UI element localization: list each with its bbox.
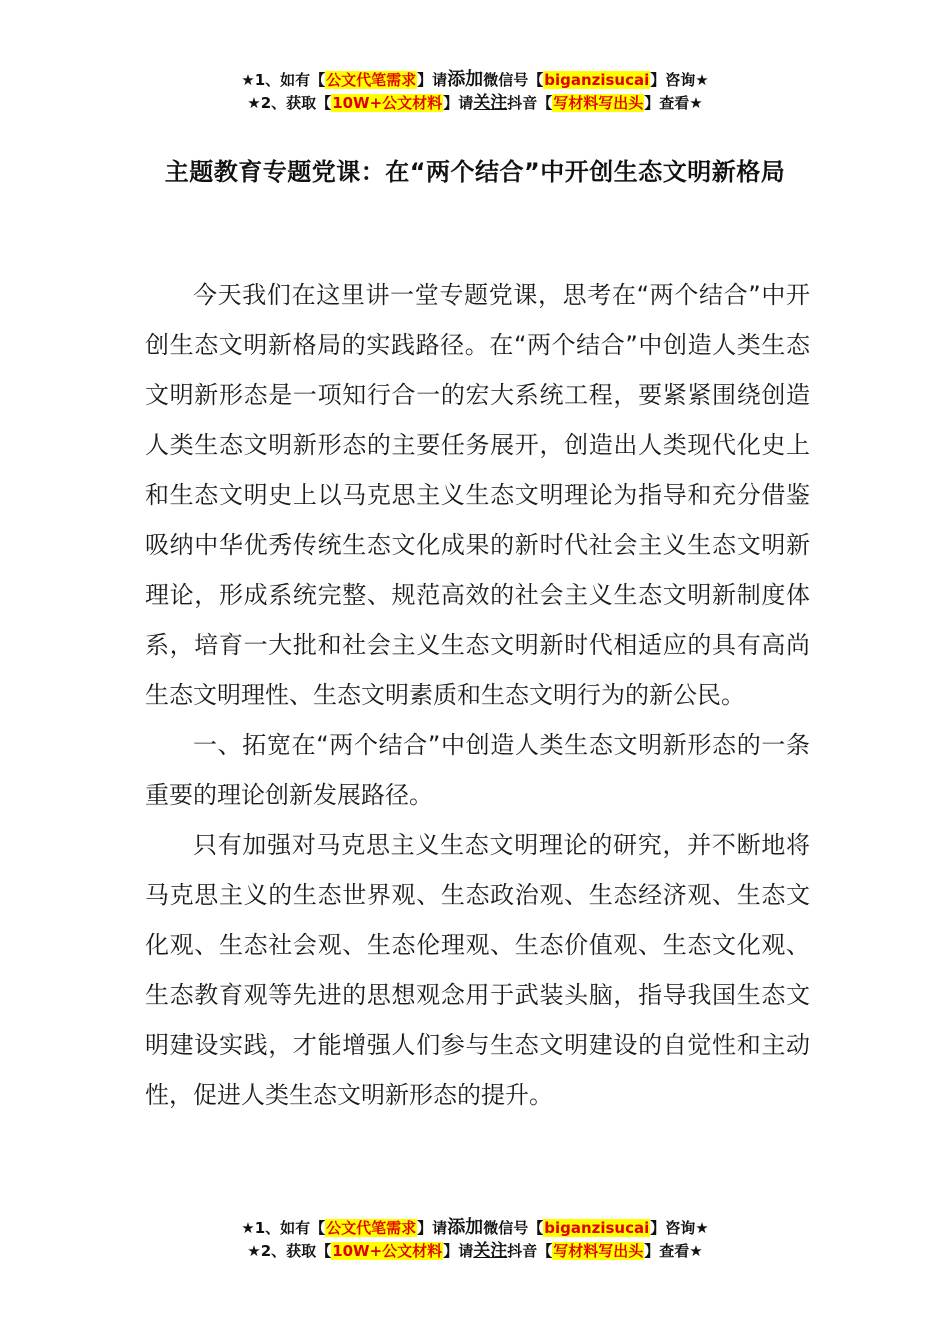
- banner-text: 抖音【: [507, 94, 553, 112]
- banner-text: ★2、获取【: [247, 94, 332, 112]
- banner-text: 】查看★: [644, 1242, 703, 1260]
- paragraph-intro: 今天我们在这里讲一堂专题党课，思考在“两个结合”中开创生态文明新格局的实践路径。在“两个结合”中创造人类生态文明新形态是一项知行合一的宏大系统工程，要紧紧围绕创造人类生态文明新形态的主要任务展开，创造出人类现代化史上和生态文明史上以马克思主义生态文明理论为指导和充分借鉴吸纳中华优秀传统生态文化成果的新时代社会主义生态文明新理论，形成系统完整、规范高效的社会主义生态文明新制度体系，培育一大批和社会主义生态文明新时代相适应的具有高尚生态文明理性、生态文明素质和生态文明行为的新公民。: [145, 281, 810, 709]
- banner-text: 】咨询★: [650, 71, 709, 89]
- banner-text: 】查看★: [644, 94, 703, 112]
- banner-emphasis: 关注: [473, 93, 508, 113]
- document-body: [145, 270, 810, 1120]
- banner-emphasis: 关注: [473, 1241, 508, 1261]
- section-heading: 一、拓宽在“两个结合”中创造人类生态文明新形态的一条重要的理论创新发展路径。: [145, 731, 810, 809]
- banner-text: 】咨询★: [650, 1219, 709, 1237]
- banner-text: ★1、如有【: [241, 71, 326, 89]
- banner-text: 】请: [443, 1242, 474, 1260]
- douyin-id-highlight: 写材料写出头: [553, 94, 644, 112]
- banner-text: ★1、如有【: [241, 1219, 326, 1237]
- banner-text: 抖音【: [507, 1242, 553, 1260]
- banner-text: 微信号【: [483, 1219, 544, 1237]
- banner-emphasis: 添加: [447, 1217, 484, 1238]
- banner-text: 】请: [417, 71, 448, 89]
- paragraph-body: 只有加强对马克思主义生态文明理论的研究，并不断地将马克思主义的生态世界观、生态政治观、生态经济观、生态文化观、生态社会观、生态伦理观、生态价值观、生态文化观、生态教育观等先进的思想观念用于武装头脑，指导我国生态文明建设实践，才能增强人们参与生态文明建设的自觉性和主动性，促进人类生态文明新形态的提升。: [145, 831, 810, 1109]
- banner-emphasis: 添加: [447, 69, 484, 90]
- header-ad-banner: [0, 68, 950, 115]
- document-title: 主题教育专题党课：在“两个结合”中开创生态文明新格局: [164, 158, 786, 186]
- wechat-id-highlight: biganzisucai: [544, 1219, 650, 1237]
- banner-text: ★2、获取【: [247, 1242, 332, 1260]
- banner-text: 】请: [443, 94, 474, 112]
- banner-text: 微信号【: [483, 71, 544, 89]
- banner-highlight: 10W+公文材料: [332, 94, 443, 112]
- banner-highlight: 公文代笔需求: [326, 1219, 417, 1237]
- banner-line-2: [0, 1240, 950, 1263]
- banner-highlight: 10W+公文材料: [332, 1242, 443, 1260]
- wechat-id-highlight: biganzisucai: [544, 71, 650, 89]
- douyin-id-highlight: 写材料写出头: [553, 1242, 644, 1260]
- banner-text: 】请: [417, 1219, 448, 1237]
- banner-line-1: [0, 68, 950, 92]
- banner-line-1: [0, 1216, 950, 1240]
- banner-line-2: [0, 92, 950, 115]
- banner-highlight: 公文代笔需求: [326, 71, 417, 89]
- footer-ad-banner: [0, 1216, 950, 1263]
